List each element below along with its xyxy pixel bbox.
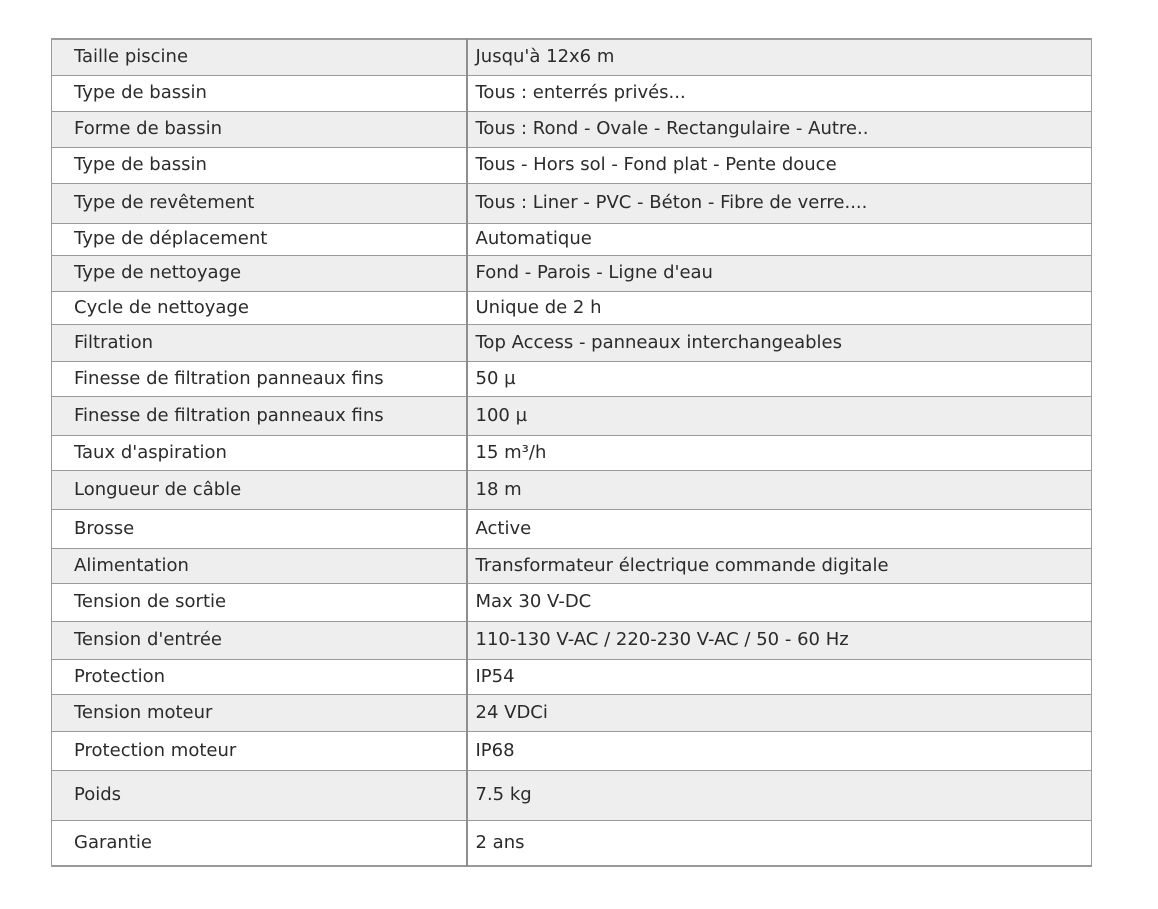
spec-row [52, 621, 1092, 659]
spec-value: Tous - Hors sol - Fond plat - Pente douce [467, 147, 1092, 183]
spec-row [52, 583, 1092, 621]
spec-label: Tension moteur [52, 694, 467, 731]
spec-row [52, 396, 1092, 435]
spec-row [52, 470, 1092, 509]
spec-value: Active [467, 509, 1092, 548]
spec-value: Top Access - panneaux interchangeables [467, 324, 1092, 361]
spec-label: Taux d'aspiration [52, 435, 467, 470]
spec-value: 7.5 kg [467, 770, 1092, 820]
spec-label: Tension de sortie [52, 583, 467, 621]
spec-label: Type de nettoyage [52, 255, 467, 291]
spec-value: IP54 [467, 659, 1092, 694]
spec-label: Filtration [52, 324, 467, 361]
spec-label: Brosse [52, 509, 467, 548]
spec-value: 15 m³/h [467, 435, 1092, 470]
spec-row [52, 39, 1092, 75]
spec-value: Tous : Liner - PVC - Béton - Fibre de verre.... [467, 183, 1092, 223]
spec-row [52, 435, 1092, 470]
spec-label: Finesse de filtration panneaux fins [52, 361, 467, 396]
spec-value: Automatique [467, 223, 1092, 255]
spec-value: Jusqu'à 12x6 m [467, 39, 1092, 75]
spec-row [52, 147, 1092, 183]
spec-row [52, 183, 1092, 223]
spec-value: Transformateur électrique commande digitale [467, 548, 1092, 583]
spec-value: 24 VDCi [467, 694, 1092, 731]
spec-row [52, 111, 1092, 147]
spec-label: Type de revêtement [52, 183, 467, 223]
spec-label: Taille piscine [52, 39, 467, 75]
spec-label: Forme de bassin [52, 111, 467, 147]
spec-row [52, 548, 1092, 583]
spec-label: Finesse de filtration panneaux fins [52, 396, 467, 435]
spec-row [52, 694, 1092, 731]
spec-label: Alimentation [52, 548, 467, 583]
spec-label: Protection [52, 659, 467, 694]
spec-row [52, 770, 1092, 820]
spec-row [52, 223, 1092, 255]
spec-label: Longueur de câble [52, 470, 467, 509]
spec-label: Garantie [52, 820, 467, 866]
spec-table [51, 38, 1092, 867]
spec-value: Tous : enterrés privés... [467, 75, 1092, 111]
spec-label: Type de bassin [52, 147, 467, 183]
spec-row [52, 820, 1092, 866]
spec-label: Type de bassin [52, 75, 467, 111]
spec-value: Max 30 V-DC [467, 583, 1092, 621]
spec-label: Poids [52, 770, 467, 820]
spec-label: Cycle de nettoyage [52, 291, 467, 324]
spec-row [52, 75, 1092, 111]
spec-label: Tension d'entrée [52, 621, 467, 659]
spec-row [52, 659, 1092, 694]
spec-value: 50 µ [467, 361, 1092, 396]
spec-label: Type de déplacement [52, 223, 467, 255]
spec-row [52, 324, 1092, 361]
spec-label: Protection moteur [52, 731, 467, 770]
spec-row [52, 361, 1092, 396]
spec-row [52, 291, 1092, 324]
spec-value: Fond - Parois - Ligne d'eau [467, 255, 1092, 291]
spec-row [52, 509, 1092, 548]
spec-value: 18 m [467, 470, 1092, 509]
spec-row [52, 255, 1092, 291]
spec-value: Tous : Rond - Ovale - Rectangulaire - Autre.. [467, 111, 1092, 147]
spec-value: 2 ans [467, 820, 1092, 866]
spec-row [52, 731, 1092, 770]
spec-value: 100 µ [467, 396, 1092, 435]
spec-value: 110-130 V-AC / 220-230 V-AC / 50 - 60 Hz [467, 621, 1092, 659]
spec-value: Unique de 2 h [467, 291, 1092, 324]
spec-value: IP68 [467, 731, 1092, 770]
